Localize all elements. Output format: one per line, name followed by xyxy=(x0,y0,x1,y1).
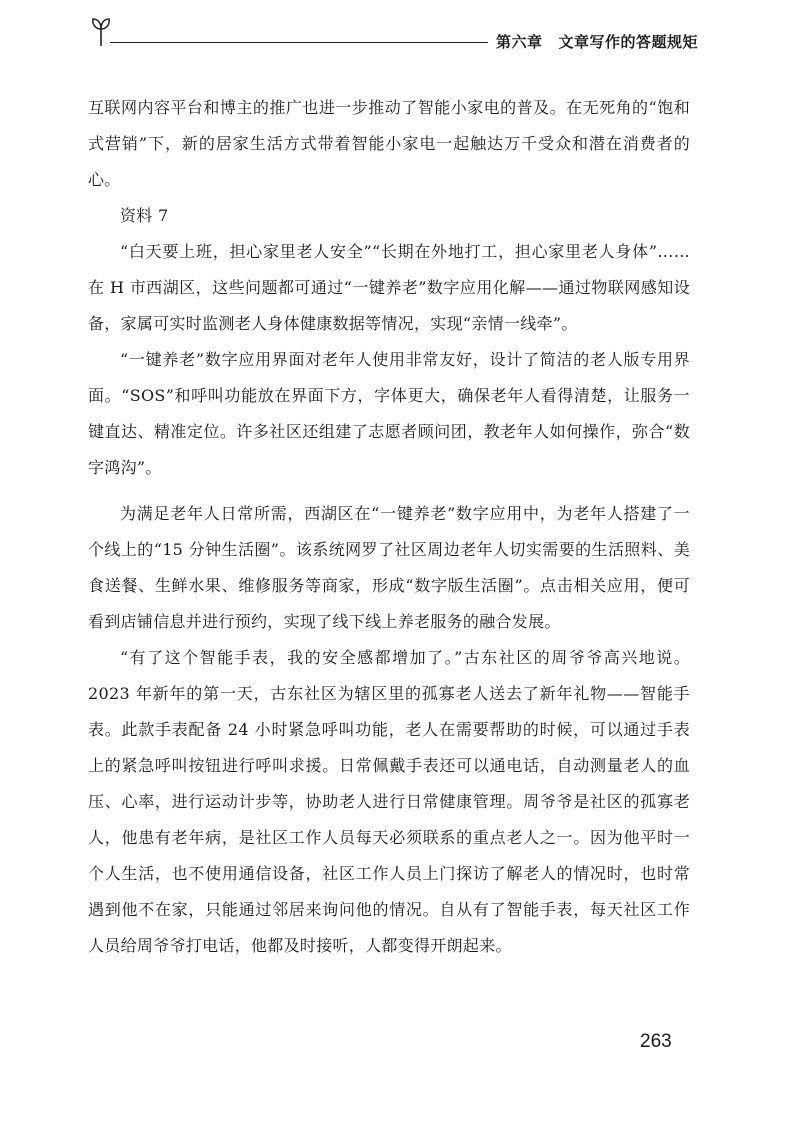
body-text xyxy=(88,90,690,964)
paragraph: “白天要上班，担心家里老人安全”“长期在外地打工，担心家里老人身体”……在 H 市西湖区，这些问题都可通过“一键养老”数字应用化解——通过物联网感知设备，家属可实时监测老人身体健康数据等情况，实现“亲情一线牵”。 xyxy=(88,242,690,333)
paragraph: “有了这个智能手表，我的安全感都增加了。”古东社区的周爷爷高兴地说。2023 年新年的第一天，古东社区为辖区里的孤寡老人送去了新年礼物——智能手表。此款手表配备 24 小时紧急呼叫功能，老人在需要帮助的时候，可以通过手表上的紧急呼叫按钮进行呼叫求援。日常佩戴手表还可以通电话，自动测量老人的血压、心率，进行运动计步等，协助老人进行日常健康管理。周爷爷是社区的孤寡老人，他患有老年病，是社区工作人员每天必须联系的重点老人之一。因为他平时一个人生活，也不使用通信设备，社区工作人员上门探访了解老人的情况时，也时常遇到他不在家，只能通过邻居来询问他的情况。自从有了智能手表，每天社区工作人员给周爷爷打电话，他都及时接听，人都变得开朗起来。 xyxy=(88,648,690,955)
chapter-label: 第六章 xyxy=(495,33,543,51)
paragraph-continued: 互联网内容平台和博主的推广也进一步推动了智能小家电的普及。在无死角的“饱和式营销”下，新的居家生活方式带着智能小家电一起触达万千受众和潜在消费者的心。 xyxy=(88,98,690,189)
header-title xyxy=(496,31,698,52)
page-number: 263 xyxy=(640,1031,672,1052)
running-header xyxy=(88,14,698,50)
material-heading: 资料 7 xyxy=(120,206,169,225)
paragraph: “一键养老”数字应用界面对老年人使用非常友好，设计了简洁的老人版专用界面。“SOS”和呼叫功能放在界面下方，字体更大，确保老年人看得清楚，让服务一键直达、精准定位。许多社区还组建了志愿者顾问团，教老年人如何操作，弥合“数字鸿沟”。 xyxy=(88,350,690,477)
header-rule xyxy=(110,42,488,43)
paragraph: 为满足老年人日常所需，西湖区在“一键养老”数字应用中，为老年人搭建了一个线上的“15 分钟生活圈”。该系统网罗了社区周边老年人切实需要的生活照料、美食送餐、生鲜水果、维修服务等商家，形成“数字版生活圈”。点击相关应用，便可看到店铺信息并进行预约，实现了线下线上养老服务的融合发展。 xyxy=(88,504,690,631)
chapter-title: 文章写作的答题规矩 xyxy=(558,33,698,51)
